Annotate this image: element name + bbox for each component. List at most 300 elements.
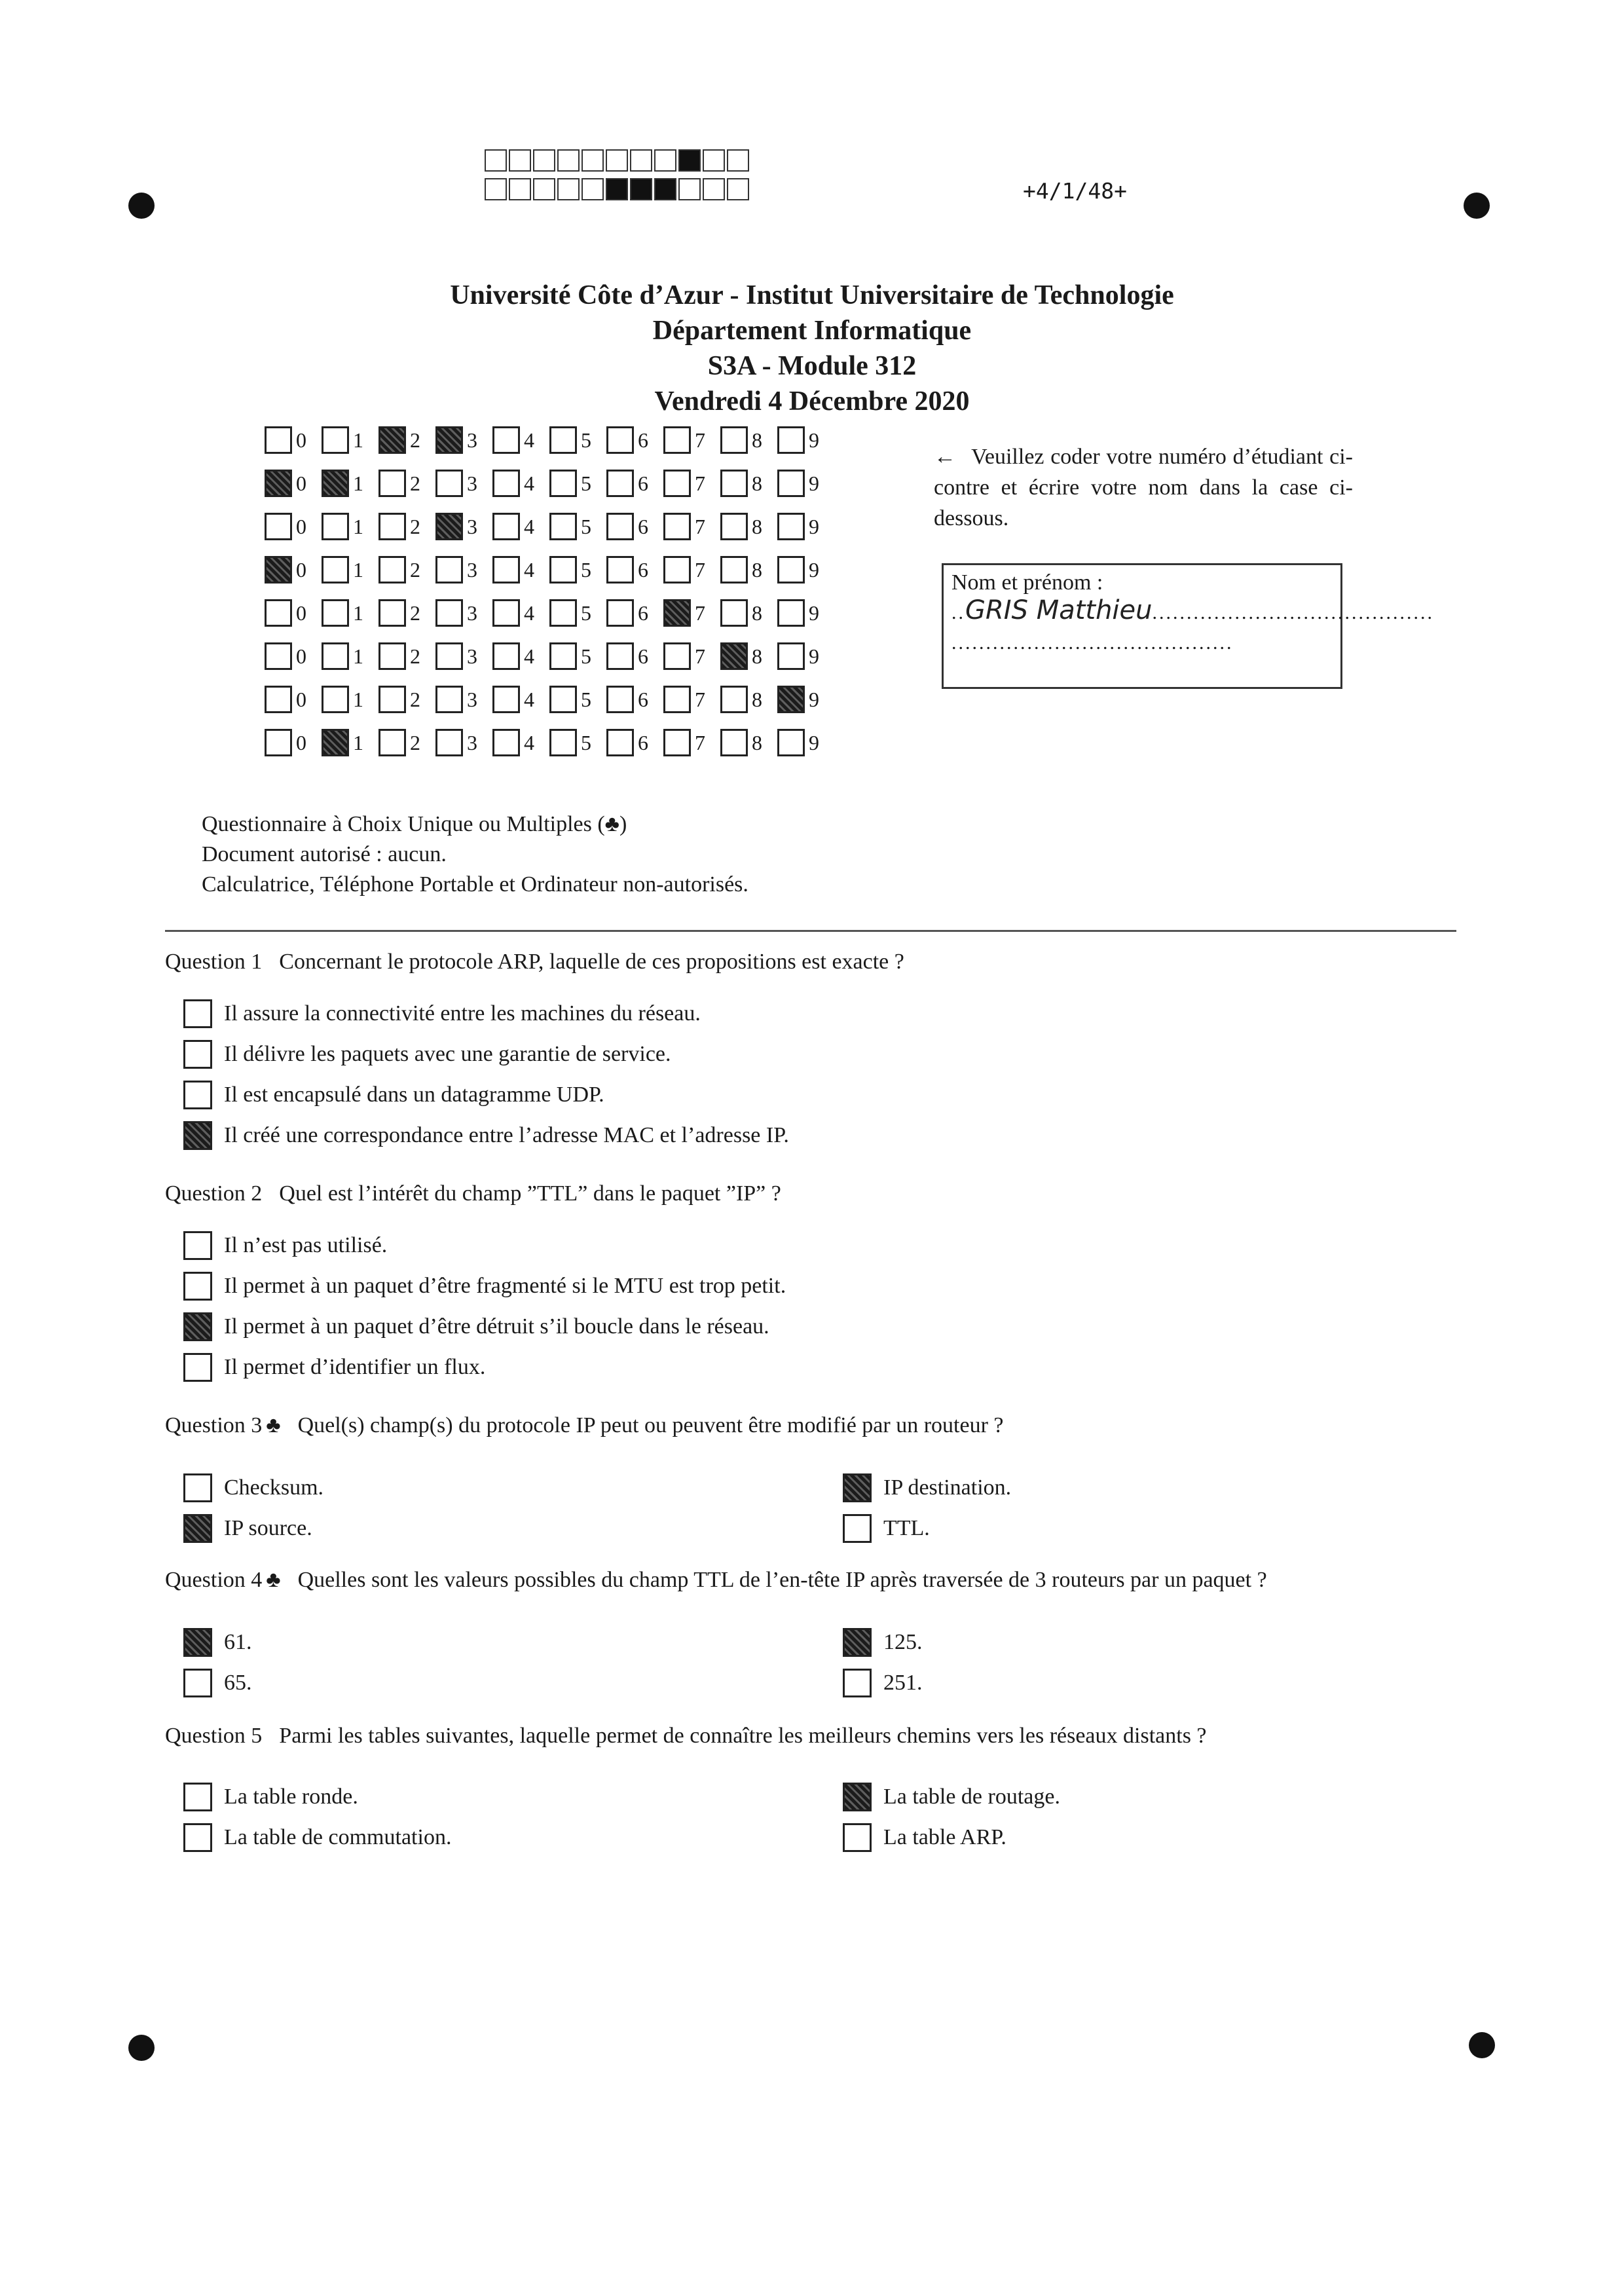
digit-checkbox[interactable] — [435, 642, 463, 670]
question-2-option-2[interactable]: Il permet à un paquet d’être fragmenté si le MTU est trop petit. — [183, 1272, 786, 1301]
question-4-title: Question 4 ♣ Quelles sont les valeurs possibles du champ TTL de l’en-tête IP après traversée de 3 routeurs par un paquet ? — [165, 1568, 1267, 1592]
digit-checkbox[interactable] — [720, 513, 748, 540]
digit-option[interactable] — [777, 426, 834, 454]
digit-checkbox[interactable] — [265, 642, 292, 670]
digit-checkbox[interactable] — [777, 599, 805, 627]
digit-option[interactable] — [549, 686, 606, 713]
name-line-2: ......................................... — [951, 632, 1234, 654]
department-title: Département Informatique — [652, 316, 972, 346]
digit-label: 8 — [752, 687, 762, 711]
checkbox[interactable] — [843, 1669, 872, 1697]
digit-option[interactable] — [492, 729, 549, 756]
digit-option[interactable] — [663, 513, 720, 540]
digit-checkbox[interactable] — [720, 426, 748, 454]
digit-label: 1 — [353, 644, 363, 668]
question-3-option-3[interactable]: IP source. — [183, 1514, 312, 1543]
digit-checkbox[interactable] — [606, 599, 634, 627]
digit-checkbox[interactable] — [492, 686, 520, 713]
digit-label: 3 — [467, 557, 477, 582]
question-3-option-4[interactable]: TTL. — [843, 1514, 930, 1543]
digit-label: 7 — [695, 687, 705, 711]
digit-option[interactable] — [435, 729, 492, 756]
digit-checkbox[interactable] — [435, 470, 463, 497]
digit-checkbox[interactable] — [549, 513, 577, 540]
digit-checkbox[interactable] — [720, 556, 748, 583]
question-5-option-3[interactable]: La table de commutation. — [183, 1823, 451, 1852]
digit-checkbox[interactable] — [720, 686, 748, 713]
digit-label: 9 — [809, 644, 819, 668]
digit-checkbox[interactable] — [492, 513, 520, 540]
digit-checkbox[interactable] — [663, 556, 691, 583]
checkbox[interactable] — [183, 1514, 212, 1543]
digit-option[interactable] — [322, 426, 378, 454]
digit-option[interactable] — [435, 642, 492, 670]
digit-label: 7 — [695, 557, 705, 582]
digit-label: 6 — [638, 644, 648, 668]
checkbox[interactable] — [183, 1040, 212, 1069]
digit-option[interactable] — [720, 513, 777, 540]
digit-checkbox[interactable] — [265, 513, 292, 540]
digit-checkbox[interactable] — [663, 513, 691, 540]
digit-option[interactable] — [549, 729, 606, 756]
digit-label: 3 — [467, 428, 477, 452]
question-5-option-2[interactable]: La table de routage. — [843, 1783, 1060, 1811]
exam-date: Vendredi 4 Décembre 2020 — [654, 386, 970, 417]
checkbox[interactable] — [843, 1823, 872, 1852]
page-identifier: +4/1/48+ — [1023, 178, 1127, 204]
digit-checkbox[interactable] — [322, 599, 349, 627]
digit-option[interactable] — [378, 426, 435, 454]
digit-option[interactable] — [322, 686, 378, 713]
digit-option[interactable] — [606, 556, 663, 583]
digit-option[interactable] — [720, 426, 777, 454]
digit-label: 6 — [638, 601, 648, 625]
digit-checkbox[interactable] — [435, 686, 463, 713]
digit-checkbox[interactable] — [492, 426, 520, 454]
question-1-title: Question 1 Concernant le protocole ARP, laquelle de ces propositions est exacte ? — [165, 950, 904, 974]
digit-option[interactable] — [265, 513, 322, 540]
digit-checkbox[interactable] — [549, 599, 577, 627]
digit-checkbox[interactable] — [265, 470, 292, 497]
digit-checkbox[interactable] — [435, 729, 463, 756]
digit-checkbox[interactable] — [378, 426, 406, 454]
page-code-boxes-top — [485, 149, 751, 172]
registration-mark-bottom-right — [1469, 2032, 1495, 2058]
digit-option[interactable] — [549, 642, 606, 670]
digit-checkbox[interactable] — [322, 729, 349, 756]
digit-label: 5 — [581, 428, 591, 452]
digit-option[interactable] — [663, 729, 720, 756]
digit-option[interactable] — [265, 729, 322, 756]
digit-label: 0 — [296, 644, 306, 668]
digit-label: 3 — [467, 601, 477, 625]
digit-option[interactable] — [265, 686, 322, 713]
digit-option[interactable] — [606, 642, 663, 670]
digit-option[interactable] — [435, 470, 492, 497]
note-question-type: Questionnaire à Choix Unique ou Multiples (♣) — [202, 812, 627, 836]
digit-label: 3 — [467, 730, 477, 754]
digit-option[interactable] — [549, 426, 606, 454]
digit-checkbox[interactable] — [777, 686, 805, 713]
digit-checkbox[interactable] — [378, 729, 406, 756]
digit-label: 5 — [581, 557, 591, 582]
question-2-option-1[interactable]: Il n’est pas utilisé. — [183, 1231, 387, 1260]
digit-checkbox[interactable] — [492, 599, 520, 627]
digit-option[interactable] — [265, 599, 322, 627]
question-5-option-4[interactable]: La table ARP. — [843, 1823, 1006, 1852]
digit-label: 8 — [752, 601, 762, 625]
question-1-option-4[interactable]: Il créé une correspondance entre l’adresse MAC et l’adresse IP. — [183, 1121, 789, 1150]
document-header — [0, 278, 1624, 419]
digit-label: 3 — [467, 471, 477, 495]
checkbox[interactable] — [183, 1353, 212, 1382]
digit-option[interactable] — [378, 599, 435, 627]
digit-label: 4 — [524, 644, 534, 668]
digit-label: 1 — [353, 471, 363, 495]
digit-label: 1 — [353, 557, 363, 582]
question-2-title: Question 2 Quel est l’intérêt du champ ”TTL” dans le paquet ”IP” ? — [165, 1181, 781, 1206]
digit-label: 1 — [353, 687, 363, 711]
digit-label: 7 — [695, 514, 705, 538]
checkbox[interactable] — [183, 1669, 212, 1697]
digit-option[interactable] — [606, 426, 663, 454]
digit-label: 2 — [410, 601, 420, 625]
digit-checkbox[interactable] — [378, 686, 406, 713]
digit-option[interactable] — [265, 642, 322, 670]
digit-checkbox[interactable] — [720, 642, 748, 670]
digit-option[interactable] — [322, 599, 378, 627]
question-3-option-1[interactable]: Checksum. — [183, 1473, 323, 1502]
digit-option[interactable] — [492, 642, 549, 670]
digit-checkbox[interactable] — [606, 470, 634, 497]
digit-checkbox[interactable] — [549, 556, 577, 583]
digit-checkbox[interactable] — [549, 470, 577, 497]
digit-option[interactable] — [322, 729, 378, 756]
digit-option[interactable] — [720, 556, 777, 583]
digit-label: 9 — [809, 514, 819, 538]
digit-label: 2 — [410, 514, 420, 538]
digit-checkbox[interactable] — [265, 729, 292, 756]
name-label: Nom et prénom : — [951, 570, 1103, 595]
digit-checkbox[interactable] — [322, 470, 349, 497]
digit-checkbox[interactable] — [435, 426, 463, 454]
digit-checkbox[interactable] — [777, 470, 805, 497]
digit-option[interactable] — [435, 556, 492, 583]
digit-checkbox[interactable] — [492, 556, 520, 583]
handwritten-name: GRIS Matthieu — [965, 595, 1153, 625]
digit-label: 2 — [410, 428, 420, 452]
question-2-option-4[interactable]: Il permet d’identifier un flux. — [183, 1353, 485, 1382]
question-3-option-2[interactable]: IP destination. — [843, 1473, 1011, 1502]
digit-label: 9 — [809, 557, 819, 582]
digit-label: 7 — [695, 471, 705, 495]
digit-checkbox[interactable] — [720, 729, 748, 756]
checkbox[interactable] — [183, 1312, 212, 1341]
digit-checkbox[interactable] — [663, 599, 691, 627]
checkbox[interactable] — [183, 999, 212, 1028]
digit-label: 5 — [581, 471, 591, 495]
page-code-boxes-bottom — [485, 178, 751, 200]
digit-checkbox[interactable] — [777, 556, 805, 583]
digit-option[interactable] — [492, 426, 549, 454]
digit-label: 8 — [752, 514, 762, 538]
question-1-option-1[interactable]: Il assure la connectivité entre les machines du réseau. — [183, 999, 701, 1028]
question-2-option-3[interactable]: Il permet à un paquet d’être détruit s’il boucle dans le réseau. — [183, 1312, 769, 1341]
digit-label: 6 — [638, 471, 648, 495]
digit-option[interactable] — [720, 642, 777, 670]
digit-checkbox[interactable] — [265, 556, 292, 583]
checkbox[interactable] — [183, 1628, 212, 1657]
student-number-row — [265, 595, 834, 631]
digit-option[interactable] — [322, 556, 378, 583]
digit-label: 7 — [695, 644, 705, 668]
digit-option[interactable] — [606, 599, 663, 627]
digit-label: 9 — [809, 471, 819, 495]
digit-checkbox[interactable] — [777, 729, 805, 756]
digit-label: 9 — [809, 730, 819, 754]
digit-label: 2 — [410, 730, 420, 754]
digit-label: 0 — [296, 514, 306, 538]
digit-checkbox[interactable] — [777, 513, 805, 540]
digit-option[interactable] — [378, 686, 435, 713]
digit-option[interactable] — [492, 686, 549, 713]
digit-checkbox[interactable] — [549, 426, 577, 454]
digit-option[interactable] — [549, 556, 606, 583]
digit-option[interactable] — [549, 513, 606, 540]
digit-option[interactable] — [265, 556, 322, 583]
checkbox[interactable] — [843, 1473, 872, 1502]
digit-checkbox[interactable] — [720, 599, 748, 627]
digit-option[interactable] — [378, 513, 435, 540]
digit-checkbox[interactable] — [663, 642, 691, 670]
digit-label: 7 — [695, 428, 705, 452]
digit-checkbox[interactable] — [322, 513, 349, 540]
digit-checkbox[interactable] — [492, 729, 520, 756]
digit-option[interactable] — [777, 599, 834, 627]
digit-checkbox[interactable] — [378, 599, 406, 627]
digit-option[interactable] — [322, 470, 378, 497]
digit-checkbox[interactable] — [606, 513, 634, 540]
student-number-row — [265, 508, 834, 545]
digit-option[interactable] — [322, 513, 378, 540]
digit-label: 4 — [524, 428, 534, 452]
digit-option[interactable] — [549, 599, 606, 627]
digit-checkbox[interactable] — [378, 556, 406, 583]
digit-option[interactable] — [606, 513, 663, 540]
digit-option[interactable] — [322, 642, 378, 670]
checkbox[interactable] — [183, 1121, 212, 1150]
digit-option[interactable] — [492, 470, 549, 497]
instructions-text: Veuillez coder votre numéro d’étudiant ci-contre et écrire votre nom dans la case ci-dessous. — [934, 445, 1353, 530]
digit-checkbox[interactable] — [492, 642, 520, 670]
digit-option[interactable] — [777, 470, 834, 497]
digit-label: 1 — [353, 601, 363, 625]
digit-checkbox[interactable] — [265, 599, 292, 627]
digit-checkbox[interactable] — [777, 426, 805, 454]
digit-checkbox[interactable] — [663, 426, 691, 454]
digit-option[interactable] — [378, 556, 435, 583]
digit-option[interactable] — [435, 599, 492, 627]
digit-option[interactable] — [663, 556, 720, 583]
digit-checkbox[interactable] — [549, 729, 577, 756]
checkbox[interactable] — [843, 1783, 872, 1811]
digit-option[interactable] — [663, 426, 720, 454]
digit-option[interactable] — [720, 599, 777, 627]
digit-option[interactable] — [663, 470, 720, 497]
digit-option[interactable] — [549, 470, 606, 497]
digit-option[interactable] — [663, 642, 720, 670]
registration-mark-top-right — [1464, 193, 1490, 219]
digit-option[interactable] — [663, 599, 720, 627]
digit-option[interactable] — [492, 556, 549, 583]
question-4-option-2[interactable]: 125. — [843, 1628, 923, 1657]
checkbox[interactable] — [843, 1514, 872, 1543]
question-1-option-2[interactable]: Il délivre les paquets avec une garantie de service. — [183, 1040, 671, 1069]
module-title: S3A - Module 312 — [707, 351, 917, 381]
digit-option[interactable] — [777, 556, 834, 583]
digit-option[interactable] — [720, 470, 777, 497]
digit-label: 5 — [581, 687, 591, 711]
digit-option[interactable] — [777, 642, 834, 670]
student-number-row — [265, 724, 834, 761]
student-number-row — [265, 551, 834, 588]
digit-label: 6 — [638, 687, 648, 711]
digit-label: 2 — [410, 557, 420, 582]
digit-option[interactable] — [435, 686, 492, 713]
digit-checkbox[interactable] — [322, 642, 349, 670]
digit-option[interactable] — [378, 729, 435, 756]
question-4-option-3[interactable]: 65. — [183, 1669, 252, 1697]
digit-label: 1 — [353, 514, 363, 538]
student-number-row — [265, 681, 834, 718]
digit-label: 9 — [809, 687, 819, 711]
digit-label: 9 — [809, 428, 819, 452]
digit-checkbox[interactable] — [265, 686, 292, 713]
digit-option[interactable] — [265, 426, 322, 454]
checkbox[interactable] — [183, 1823, 212, 1852]
digit-option[interactable] — [606, 729, 663, 756]
checkbox[interactable] — [183, 1231, 212, 1260]
club-icon: ♣ — [266, 1413, 281, 1437]
digit-checkbox[interactable] — [663, 686, 691, 713]
note-documents: Document autorisé : aucun. — [202, 842, 447, 866]
horizontal-divider — [165, 930, 1456, 932]
digit-checkbox[interactable] — [663, 729, 691, 756]
digit-label: 3 — [467, 687, 477, 711]
student-number-instructions — [934, 441, 1353, 534]
digit-checkbox[interactable] — [435, 556, 463, 583]
digit-checkbox[interactable] — [322, 426, 349, 454]
digit-option[interactable] — [606, 470, 663, 497]
question-4-option-1[interactable]: 61. — [183, 1628, 252, 1657]
digit-option[interactable] — [435, 426, 492, 454]
digit-label: 4 — [524, 601, 534, 625]
digit-label: 8 — [752, 644, 762, 668]
question-4-option-4[interactable]: 251. — [843, 1669, 923, 1697]
digit-label: 5 — [581, 644, 591, 668]
digit-label: 0 — [296, 428, 306, 452]
name-box[interactable] — [942, 563, 1435, 689]
digit-checkbox[interactable] — [663, 470, 691, 497]
digit-checkbox[interactable] — [492, 470, 520, 497]
digit-label: 3 — [467, 644, 477, 668]
digit-checkbox[interactable] — [549, 686, 577, 713]
digit-checkbox[interactable] — [606, 426, 634, 454]
digit-checkbox[interactable] — [549, 642, 577, 670]
digit-checkbox[interactable] — [378, 642, 406, 670]
digit-checkbox[interactable] — [378, 470, 406, 497]
registration-mark-bottom-left — [128, 2035, 155, 2061]
digit-label: 0 — [296, 730, 306, 754]
digit-option[interactable] — [720, 686, 777, 713]
digit-option[interactable] — [777, 513, 834, 540]
digit-checkbox[interactable] — [378, 513, 406, 540]
digit-option[interactable] — [492, 599, 549, 627]
name-line-1: ..GRIS Matthieu......................................... — [951, 595, 1435, 625]
digit-label: 0 — [296, 687, 306, 711]
digit-option[interactable] — [663, 686, 720, 713]
student-number-row — [265, 465, 834, 502]
checkbox[interactable] — [183, 1081, 212, 1109]
digit-label: 2 — [410, 687, 420, 711]
digit-label: 1 — [353, 730, 363, 754]
digit-option[interactable] — [378, 470, 435, 497]
digit-option[interactable] — [777, 729, 834, 756]
digit-label: 1 — [353, 428, 363, 452]
digit-checkbox[interactable] — [606, 686, 634, 713]
digit-checkbox[interactable] — [322, 556, 349, 583]
digit-option[interactable] — [435, 513, 492, 540]
question-5-option-1[interactable]: La table ronde. — [183, 1783, 358, 1811]
digit-label: 2 — [410, 644, 420, 668]
digit-label: 4 — [524, 730, 534, 754]
exam-notes — [202, 809, 748, 900]
digit-checkbox[interactable] — [606, 729, 634, 756]
question-5-title: Question 5 Parmi les tables suivantes, laquelle permet de connaître les meilleurs chemins vers les réseaux distants ? — [165, 1724, 1207, 1748]
digit-option[interactable] — [378, 642, 435, 670]
digit-label: 6 — [638, 514, 648, 538]
checkbox[interactable] — [183, 1272, 212, 1301]
checkbox[interactable] — [183, 1783, 212, 1811]
digit-label: 5 — [581, 601, 591, 625]
digit-option[interactable] — [265, 470, 322, 497]
digit-checkbox[interactable] — [720, 470, 748, 497]
note-devices: Calculatrice, Téléphone Portable et Ordinateur non-autorisés. — [202, 872, 748, 897]
digit-checkbox[interactable] — [435, 599, 463, 627]
digit-label: 5 — [581, 730, 591, 754]
digit-label: 4 — [524, 514, 534, 538]
digit-checkbox[interactable] — [435, 513, 463, 540]
digit-label: 4 — [524, 687, 534, 711]
digit-label: 4 — [524, 471, 534, 495]
question-1-option-3[interactable]: Il est encapsulé dans un datagramme UDP. — [183, 1081, 604, 1109]
digit-checkbox[interactable] — [606, 642, 634, 670]
digit-option[interactable] — [777, 686, 834, 713]
digit-option[interactable] — [720, 729, 777, 756]
checkbox[interactable] — [843, 1628, 872, 1657]
digit-checkbox[interactable] — [322, 686, 349, 713]
digit-label: 6 — [638, 730, 648, 754]
digit-option[interactable] — [492, 513, 549, 540]
checkbox[interactable] — [183, 1473, 212, 1502]
digit-option[interactable] — [606, 686, 663, 713]
digit-label: 7 — [695, 601, 705, 625]
digit-checkbox[interactable] — [606, 556, 634, 583]
digit-label: 8 — [752, 730, 762, 754]
digit-checkbox[interactable] — [265, 426, 292, 454]
student-number-row — [265, 638, 834, 675]
digit-checkbox[interactable] — [777, 642, 805, 670]
